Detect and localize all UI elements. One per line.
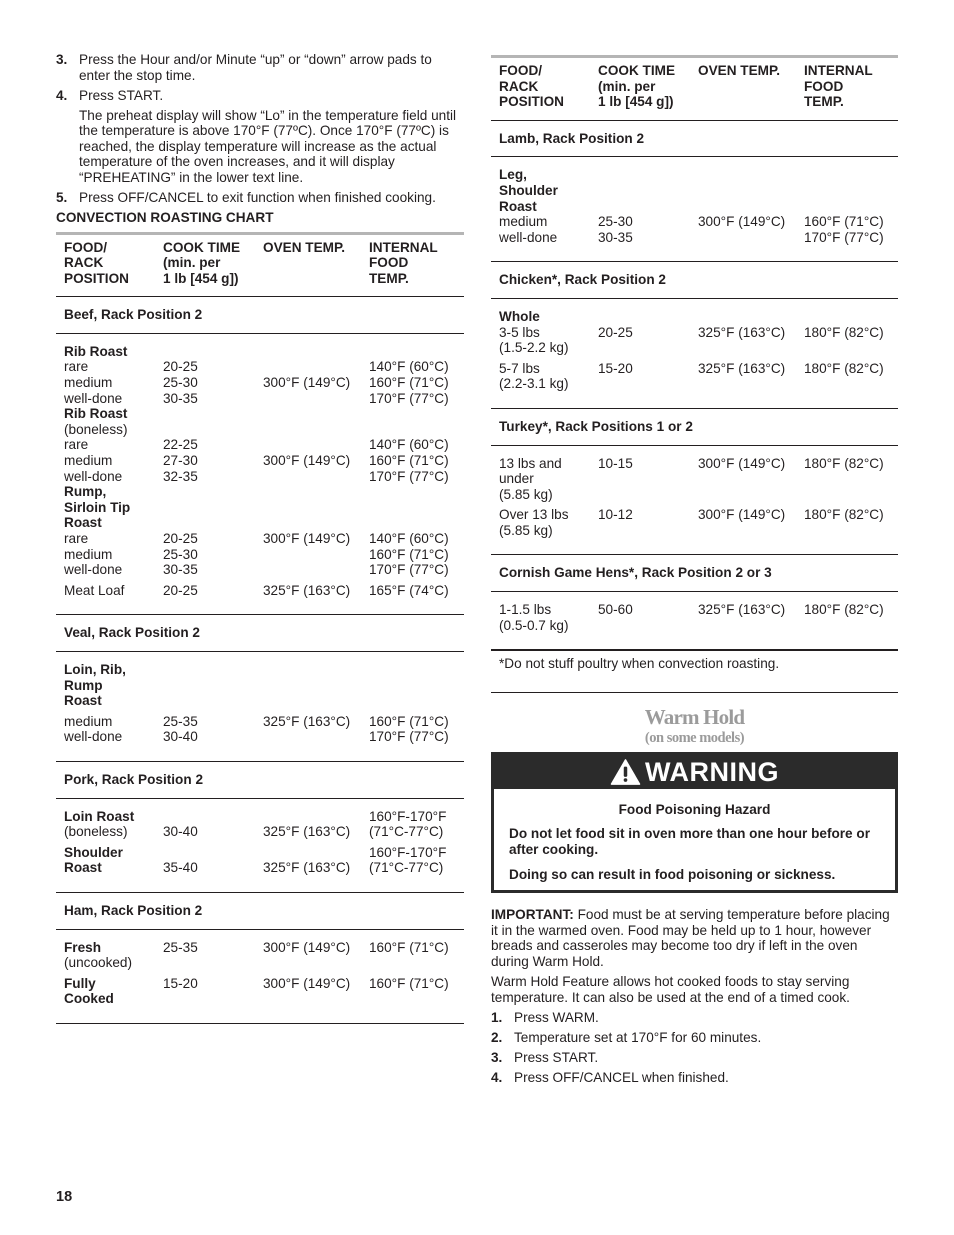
food-detail: medium well-done (499, 214, 558, 245)
internal-temp-cell: 140°F (60°C) 160°F (71°C) 170°F (77°C) (369, 437, 449, 484)
oven-temp-cell: 325°F (163°C) (263, 582, 351, 598)
food-cell (491, 157, 590, 262)
warm-hold-subtitle: (on some models) (644, 729, 745, 746)
internal-temp-cell: 140°F (60°C) 160°F (71°C) 170°F (77°C) (361, 333, 464, 406)
table-row (56, 578, 464, 615)
column-header: INTERNAL FOOD TEMP. (804, 63, 873, 110)
cook-time-cell: 50-60 (590, 592, 690, 650)
step-number: 4. (491, 1070, 503, 1086)
step-text: Temperature set at 170°F for 60 minutes. (514, 1030, 762, 1046)
warning-word: WARNING (645, 756, 779, 787)
internal-temp-cell: 160°F (71°C) (369, 975, 449, 991)
step-3 (56, 52, 464, 83)
column-header: FOOD/ RACK POSITION (499, 63, 564, 110)
food-name: Leg, Shoulder Roast (499, 167, 558, 214)
oven-temp-cell: 325°F (163°C) (690, 298, 796, 355)
food-cell (491, 502, 590, 555)
right-column (491, 55, 898, 1090)
oven-temp-cell: 325°F (163°C) (698, 360, 786, 376)
internal-temp-cell: 180°F (82°C) (796, 298, 898, 355)
table-row (56, 406, 464, 484)
food-cell (491, 592, 590, 650)
table-row (56, 840, 464, 893)
feature-paragraph: Warm Hold Feature allows hot cooked foods to stay serving temperature. It can also be used at the end of a timed cook. (491, 974, 850, 1005)
food-name: Whole (499, 308, 540, 324)
food-detail: 5-7 lbs (2.2-3.1 kg) (499, 360, 569, 392)
internal-temp-cell: 165°F (74°C) (369, 582, 449, 598)
section-header-row (56, 892, 464, 929)
section-header: Cornish Game Hens*, Rack Position 2 or 3 (491, 555, 898, 592)
warm-step-1 (491, 1010, 898, 1026)
cook-time-cell: 15-20 (598, 360, 633, 376)
oven-temp-cell: 300°F (149°C) (255, 929, 361, 971)
step-text: Press OFF/CANCEL when finished. (514, 1070, 729, 1086)
food-cell (56, 840, 155, 893)
step-number: 1. (491, 1010, 503, 1026)
oven-temp-cell (255, 651, 361, 708)
left-column (56, 52, 464, 1024)
warm-hold-title: Warm Hold (644, 704, 745, 729)
step-text: Press WARM. (514, 1010, 599, 1026)
food-name: Fully Cooked (64, 975, 114, 1007)
oven-temp-cell: 300°F (149°C) (255, 333, 361, 406)
internal-temp-cell: 160°F (71°C) 170°F (77°C) (369, 713, 449, 745)
table-row (491, 157, 898, 262)
table-row (56, 929, 464, 971)
important-paragraph (491, 907, 898, 969)
internal-temp-cell: 180°F (82°C) (804, 507, 884, 523)
food-cell (56, 406, 155, 484)
food-name: Rib Roast (64, 343, 128, 359)
section-header-row (56, 761, 464, 798)
food-detail: Over 13 lbs (5.85 kg) (499, 507, 569, 538)
section-header: Veal, Rack Position 2 (56, 615, 464, 652)
table-row (56, 798, 464, 840)
section-header-row (56, 615, 464, 652)
table-row (56, 709, 464, 762)
oven-temp-cell: 300°F (149°C) (263, 975, 351, 991)
food-name: Loin, Rib, Rump Roast (64, 661, 126, 709)
food-cell (491, 298, 590, 355)
cook-time-cell: 22-25 27-30 32-35 (163, 437, 198, 484)
food-detail: 3-5 lbs (1.5-2.2 kg) (499, 324, 569, 356)
food-cell (491, 356, 590, 409)
cook-time-cell: 15-20 (163, 975, 198, 991)
section-header: Turkey*, Rack Positions 1 or 2 (491, 408, 898, 445)
warm-step-3 (491, 1050, 898, 1066)
food-cell (56, 709, 155, 762)
food-name: Loin Roast (64, 808, 135, 824)
internal-temp-cell: 180°F (82°C) (804, 360, 884, 376)
cook-time-cell: 10-12 (598, 507, 633, 523)
food-name: Shoulder Roast (64, 844, 123, 876)
warm-step-2 (491, 1030, 898, 1046)
warm-step-4 (491, 1070, 898, 1086)
oven-temp-cell: 325°F (163°C) (690, 592, 796, 650)
oven-temp-cell: 300°F (149°C) (690, 157, 796, 262)
food-detail: rare medium well-done (64, 359, 123, 406)
warning-line: Do not let food sit in oven more than one hour before or after cooking. (509, 826, 870, 858)
column-header: COOK TIME (min. per 1 lb [454 g]) (163, 239, 241, 286)
internal-temp-cell: 160°F-170°F (71°C-77°C) (369, 844, 447, 876)
cook-time-cell: 20-25 (590, 298, 690, 355)
cook-time-cell: 20-25 25-30 30-35 (163, 531, 198, 578)
section-header: Ham, Rack Position 2 (56, 892, 464, 929)
oven-temp-cell: 300°F (149°C) (263, 531, 351, 546)
step-number: 4. (56, 87, 68, 103)
step-number: 5. (56, 189, 68, 205)
cook-time-cell (155, 651, 255, 708)
chart-title: CONVECTION ROASTING CHART (56, 209, 274, 225)
section-header-row (491, 555, 898, 592)
oven-temp-cell: 300°F (149°C) (698, 507, 786, 523)
warning-box (491, 752, 898, 893)
food-cell (56, 798, 155, 840)
table-row (491, 356, 898, 409)
step-number: 3. (491, 1050, 503, 1066)
table-row (56, 971, 464, 1024)
cook-time-cell: 10-15 (590, 445, 690, 502)
section-header: Pork, Rack Position 2 (56, 761, 464, 798)
table-row (491, 445, 898, 502)
step-5 (56, 190, 464, 206)
oven-temp-cell: 300°F (149°C) (263, 453, 351, 469)
food-cell (56, 578, 155, 615)
section-header-row (491, 120, 898, 157)
table-row (56, 333, 464, 406)
rule-cell (56, 1023, 464, 1024)
roasting-table-right (491, 55, 898, 650)
table-bottom-rule (56, 1023, 464, 1024)
section-header-row (56, 297, 464, 334)
table-row (56, 651, 464, 708)
warning-banner (494, 755, 895, 789)
food-detail: (boneless) (64, 824, 128, 840)
column-header: OVEN TEMP. (698, 63, 781, 78)
section-header-row (491, 408, 898, 445)
food-name: Fresh (64, 939, 102, 955)
food-cell (491, 445, 590, 502)
step-4 (56, 88, 464, 186)
internal-temp-cell: 180°F (82°C) (796, 592, 898, 650)
warning-body (494, 789, 895, 890)
food-cell (56, 333, 155, 406)
step-note: The preheat display will show “Lo” in the temperature field until the temperature is above 170°F (77ºC). Once 170°F (77ºC) is reached, the display temperature will increase as the actual temperature of the oven increases, and it will display “PREHEATING” in the lower text line. (79, 107, 457, 185)
warm-hold-steps (491, 1010, 898, 1086)
internal-temp-cell: 160°F (71°C) 170°F (77°C) (796, 157, 898, 262)
step-text: Press START. (514, 1050, 599, 1066)
column-header: FOOD/ RACK POSITION (64, 239, 129, 286)
step-text: Press OFF/CANCEL to exit function when finished cooking. (79, 189, 436, 205)
internal-temp-cell (361, 651, 464, 708)
cook-time-cell: 25-35 (155, 929, 255, 971)
oven-temp-cell: 325°F (163°C) (263, 860, 351, 876)
cook-time-cell: 20-25 25-30 30-35 (155, 333, 255, 406)
section-header: Chicken*, Rack Position 2 (491, 262, 898, 299)
internal-temp-cell: 180°F (82°C) (796, 445, 898, 502)
warning-triangle-icon (610, 758, 641, 786)
column-header: OVEN TEMP. (263, 239, 346, 255)
table-row (491, 592, 898, 650)
food-detail: rare medium well-done (64, 531, 123, 578)
step-text: Press the Hour and/or Minute “up” or “down” arrow pads to enter the stop time. (79, 52, 432, 83)
hazard-title: Food Poisoning Hazard (618, 801, 771, 817)
important-text: Food must be at serving temperature before placing it in the warmed oven. Food may be held up to 1 hour, however breads and casseroles may become too dry if left in the oven during Warm Hold. (491, 907, 890, 969)
internal-temp-cell: 140°F (60°C) 160°F (71°C) 170°F (77°C) (369, 531, 449, 578)
page-number: 18 (56, 1189, 73, 1205)
step-number: 2. (491, 1030, 503, 1046)
oven-temp-cell: 325°F (163°C) (263, 713, 351, 729)
food-detail: Meat Loaf (64, 582, 125, 598)
food-name: Rump, Sirloin Tip Roast (64, 484, 131, 531)
food-cell (56, 484, 155, 578)
table-row (56, 484, 464, 578)
important-label: IMPORTANT: (491, 907, 574, 923)
column-header: INTERNAL FOOD TEMP. (369, 239, 438, 286)
roasting-table-left (56, 232, 464, 1024)
top-steps (56, 52, 464, 206)
food-detail: 1-1.5 lbs (0.5-0.7 kg) (499, 602, 569, 633)
section-header-row (491, 262, 898, 299)
step-number: 3. (56, 52, 68, 67)
food-cell (56, 971, 155, 1024)
cook-time-cell: 25-30 30-35 (590, 157, 690, 262)
food-name: Rib Roast (64, 406, 128, 422)
cook-time-cell: 30-40 (155, 798, 255, 840)
oven-temp-cell: 300°F (149°C) (690, 445, 796, 502)
step-text: Press START. (79, 87, 164, 103)
internal-temp-cell: 160°F (71°C) (361, 929, 464, 971)
column-header: COOK TIME (min. per 1 lb [454 g]) (598, 63, 676, 110)
section-header: Lamb, Rack Position 2 (491, 120, 898, 157)
internal-temp-cell: 160°F-170°F (71°C-77°C) (361, 798, 464, 840)
food-cell (56, 929, 155, 971)
oven-temp-cell: 325°F (163°C) (255, 798, 361, 840)
cook-time-cell: 35-40 (163, 860, 198, 876)
warning-line: Doing so can result in food poisoning or sickness. (509, 866, 836, 882)
section-header: Beef, Rack Position 2 (56, 297, 464, 334)
poultry-footnote: *Do not stuff poultry when convection roasting. (491, 650, 898, 693)
cook-time-cell: 20-25 (163, 582, 198, 598)
food-cell (56, 651, 155, 708)
table-row (491, 502, 898, 555)
food-detail: 13 lbs and under (5.85 kg) (499, 455, 562, 502)
food-detail: (boneless) rare medium well-done (64, 421, 128, 484)
food-detail: (uncooked) (64, 955, 133, 971)
table-row (491, 298, 898, 355)
food-detail: medium well-done (64, 713, 123, 745)
cook-time-cell: 25-35 30-40 (163, 713, 198, 745)
